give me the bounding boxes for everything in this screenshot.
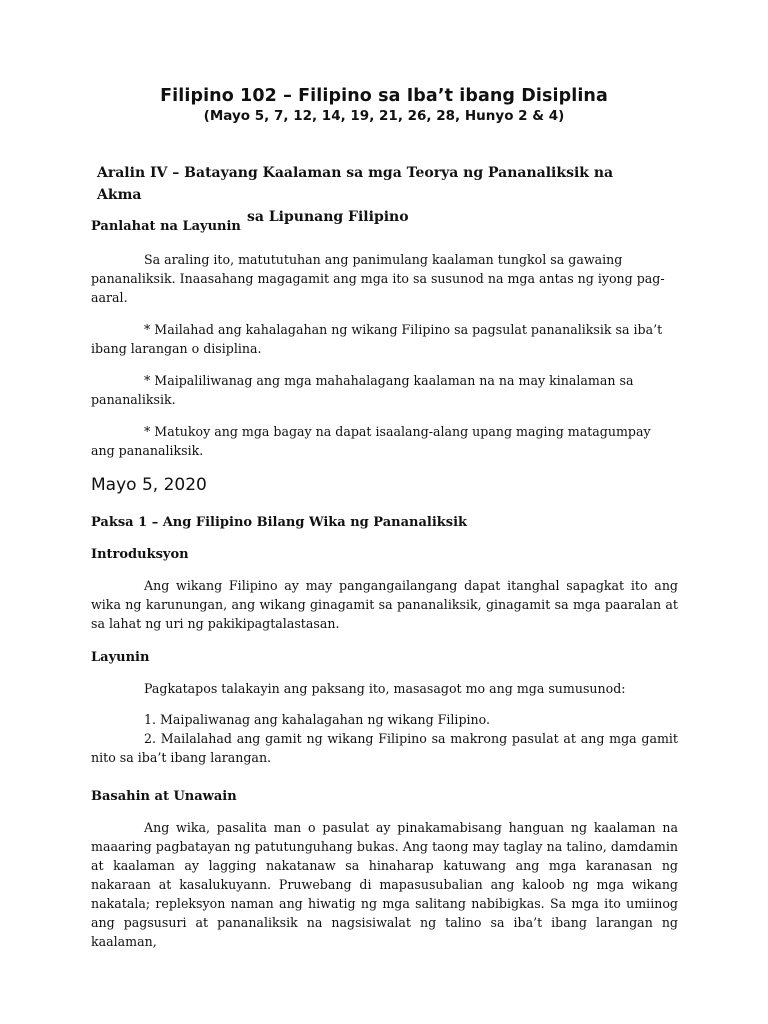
introduction-text: Ang wikang Filipino ay may pangangailangang dapat itanghal sapagkat ito ang wika ng karunungan, ang wikang ginagamit sa pananaliksik, ginagamit sa mga paaralan at sa lahat ng uri ng pakikipagtalastasan. (91, 578, 678, 631)
objective-item: * Mailahad ang kahalagahan ng wikang Filipino sa pagsulat pananaliksik sa iba’t ibang larangan o disiplina. (91, 322, 663, 356)
reading-text: Ang wika, pasalita man o pasulat ay pinakamabisang hanguan ng kaalaman na maaaring pagbatayan ng patutunguhang bukas. Ang taong may taglay na talino, damdamin at kaalaman ay lagging nakatanaw sa hinaharap katuwang ang mga karanasan ng nakaraan at kasalukuyann. Pruwebang di mapasusubalian ang kaloob ng mga wikang nakatala; repleksyon naman ang hiwatig ng mga salitang nabibigkas. Sa mga ito umiinog ang pagsusuri at pananaliksik na nagsisiwalat ng talino sa iba’t ibang larangan ng kaalaman, (91, 820, 678, 949)
lesson-title-line-1: Aralin IV – Batayang Kaalaman sa mga Teorya ng Pananaliksik na Akma (97, 165, 614, 203)
general-objectives-intro: Sa araling ito, matututuhan ang panimulang kaalaman tungkol sa gawaing pananaliksik. Inaasahang magagamit ang mga ito sa susunod na mga antas ng iyong pag-aaral. (91, 252, 665, 305)
lesson-title-line-2: sa Lipunang Filipino (247, 209, 409, 225)
objectives-heading: Layunin (91, 650, 150, 665)
introduction-heading: Introduksyon (91, 547, 189, 562)
reading-heading: Basahin at Unawain (91, 789, 237, 804)
topic-title: Paksa 1 – Ang Filipino Bilang Wika ng Pananaliksik (91, 515, 468, 530)
objective-list-item: 2. Mailalahad ang gamit ng wikang Filipino sa makrong pasulat at ang mga gamit nito sa iba’t ibang larangan. (91, 731, 678, 765)
objective-list-item: 1. Maipaliwanag ang kahalagahan ng wikang Filipino. (144, 712, 491, 727)
objective-item: * Matukoy ang mga bagay na dapat isaalang-alang upang maging matagumpay ang pananaliksik. (91, 424, 651, 458)
date-heading: Mayo 5, 2020 (91, 475, 207, 495)
document-title: Filipino 102 – Filipino sa Iba’t ibang Disiplina (160, 86, 608, 106)
schedule-dates: (Mayo 5, 7, 12, 14, 19, 21, 26, 28, Hunyo 2 & 4) (203, 108, 565, 124)
general-objectives-heading: Panlahat na Layunin (91, 219, 241, 234)
objective-item: * Maipaliliwanag ang mga mahahalagang kaalaman na na may kinalaman sa pananaliksik. (91, 373, 634, 407)
objectives-text: Pagkatapos talakayin ang paksang ito, masasagot mo ang mga sumusunod: (144, 681, 626, 696)
